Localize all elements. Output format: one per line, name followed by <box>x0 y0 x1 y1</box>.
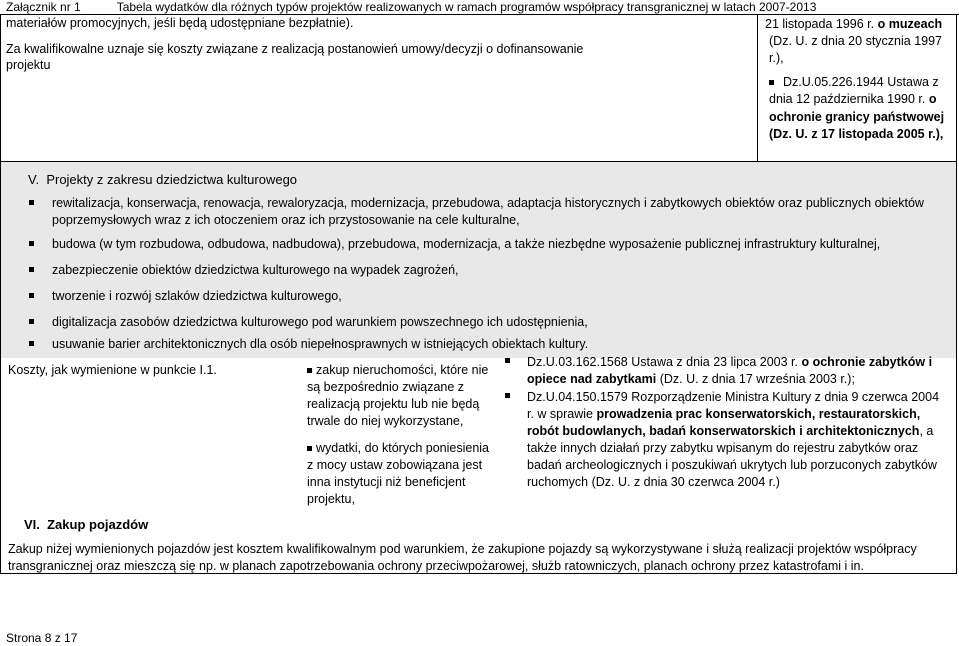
page-number: Strona 8 z 17 <box>6 631 78 645</box>
excluded-item-2: wydatki, do których poniesienia z mocy ustaw zobowiązana jest inna instytucji niż beneficjent projektu, <box>307 441 490 506</box>
section-v-title: V. Projekty z zakresu dziedzictwa kulturowego <box>28 172 298 187</box>
bullet-icon <box>769 80 774 85</box>
bullet-icon <box>307 368 312 373</box>
column-divider <box>757 14 758 162</box>
table-border-right <box>956 14 957 574</box>
section-v-item-6: usuwanie barier architektonicznych dla osób niepełnosprawnych w istniejących obiektach kultury. <box>52 337 589 351</box>
law-border-3: ochronie granicy państwowej <box>769 110 945 124</box>
bullet-icon <box>29 319 34 324</box>
regulation-conservation: Dz.U.04.150.1579 Rozporządzenie Ministra Kultury z dnia 9 czerwca 2004 r. w sprawie prowadzenia prac konserwatorskich, restauratorskich, robót budowlanych, badań konserwatorskich i architektonicznych, a także innych działań przy zabytku wpisanym do rejestru zabytków oraz badań archeologicznych i poszukiwań ukrytych lub porzuconych zabytków ruchomych (Dz. U. z dnia 30 czerwca 2004 r.) <box>527 390 940 489</box>
section-v-item-5: digitalizacja zasobów dziedzictwa kulturowego pod warunkiem powszechnego ich udostępnienia, <box>52 315 588 329</box>
law-museums-ref-end: r.), <box>769 51 784 65</box>
section-v-item-2: budowa (w tym rozbudowa, odbudowa, nadbudowa), przebudowa, modernizacja, a także niezbędne wyposażenie publicznej infrastruktury kulturalnej, <box>52 237 881 251</box>
law-border-4: (Dz. U. z 17 listopada 2005 r.), <box>769 127 944 141</box>
section-v-item-4: tworzenie i rozwój szlaków dziedzictwa kulturowego, <box>52 289 342 303</box>
law-monuments: Dz.U.03.162.1568 Ustawa z dnia 23 lipca 2003 r. o ochronie zabytków i opiece nad zabytkami (Dz. U. z dnia 17 września 2003 r.); <box>527 355 933 386</box>
section-vi-text: Zakup niżej wymienionych pojazdów jest kosztem kwalifikowalnym pod warunkiem, że zakupione pojazdy są wykorzystywane i służą realizacji projektów współpracy transgranicznej oraz mieszczą się np. w planach zapotrzebowania ochrony przeciwpożarowej, służb ratowniczych, planach ochrony przez katastrofami i in. <box>8 542 917 573</box>
bullet-icon <box>29 241 34 246</box>
table-title: Tabela wydatków dla różnych typów projektów realizowanych w ramach programów współpracy transgranicznej w latach 2007-2013 <box>116 0 817 14</box>
bullet-icon <box>29 200 34 205</box>
section-vi-title: VI. Zakup pojazdów <box>24 517 149 532</box>
bullet-icon <box>505 393 510 398</box>
section-v-item-1: rewitalizacja, konserwacja, renowacja, rewaloryzacja, modernizacja, przebudowa, adaptacja historycznych i zabytkowych obiektów oraz publicznych obiektów poprzemysłowych wraz z ich otoczeniem oraz ich przystosowanie na cele kulturalne, <box>52 196 924 227</box>
bullet-icon <box>29 341 34 346</box>
bullet-icon <box>307 446 312 451</box>
law-border-2: dnia 12 października 1990 r. o <box>769 92 937 106</box>
top-line-1: materiałów promocyjnych, jeśli będą udostępniane bezpłatnie). <box>6 16 354 30</box>
law-museums-ref: (Dz. U. z dnia 20 stycznia 1997 <box>769 34 942 48</box>
bullet-icon <box>505 358 510 363</box>
law-museums: 21 listopada 1996 r. o muzeach <box>765 17 943 31</box>
excluded-item-1: zakup nieruchomości, które nie są bezpośrednio związane z realizacją projektu lub nie będą trwale do niej wykorzystane, <box>307 363 489 428</box>
law-border-1: Dz.U.05.226.1944 Ustawa z <box>783 75 939 89</box>
costs-reference: Koszty, jak wymienione w punkcie I.1. <box>8 363 217 377</box>
page-header <box>6 0 816 14</box>
top-line-2: Za kwalifikowalne uznaje się koszty związane z realizacją postanowień umowy/decyzji o dofinansowanie <box>6 42 584 56</box>
bullet-icon <box>29 267 34 272</box>
bullet-icon <box>29 293 34 298</box>
section-v-item-3: zabezpieczenie obiektów dziedzictwa kulturowego na wypadek zagrożeń, <box>52 263 459 277</box>
annex-label: Załącznik nr 1 <box>6 0 81 14</box>
top-line-3: projektu <box>6 58 51 72</box>
